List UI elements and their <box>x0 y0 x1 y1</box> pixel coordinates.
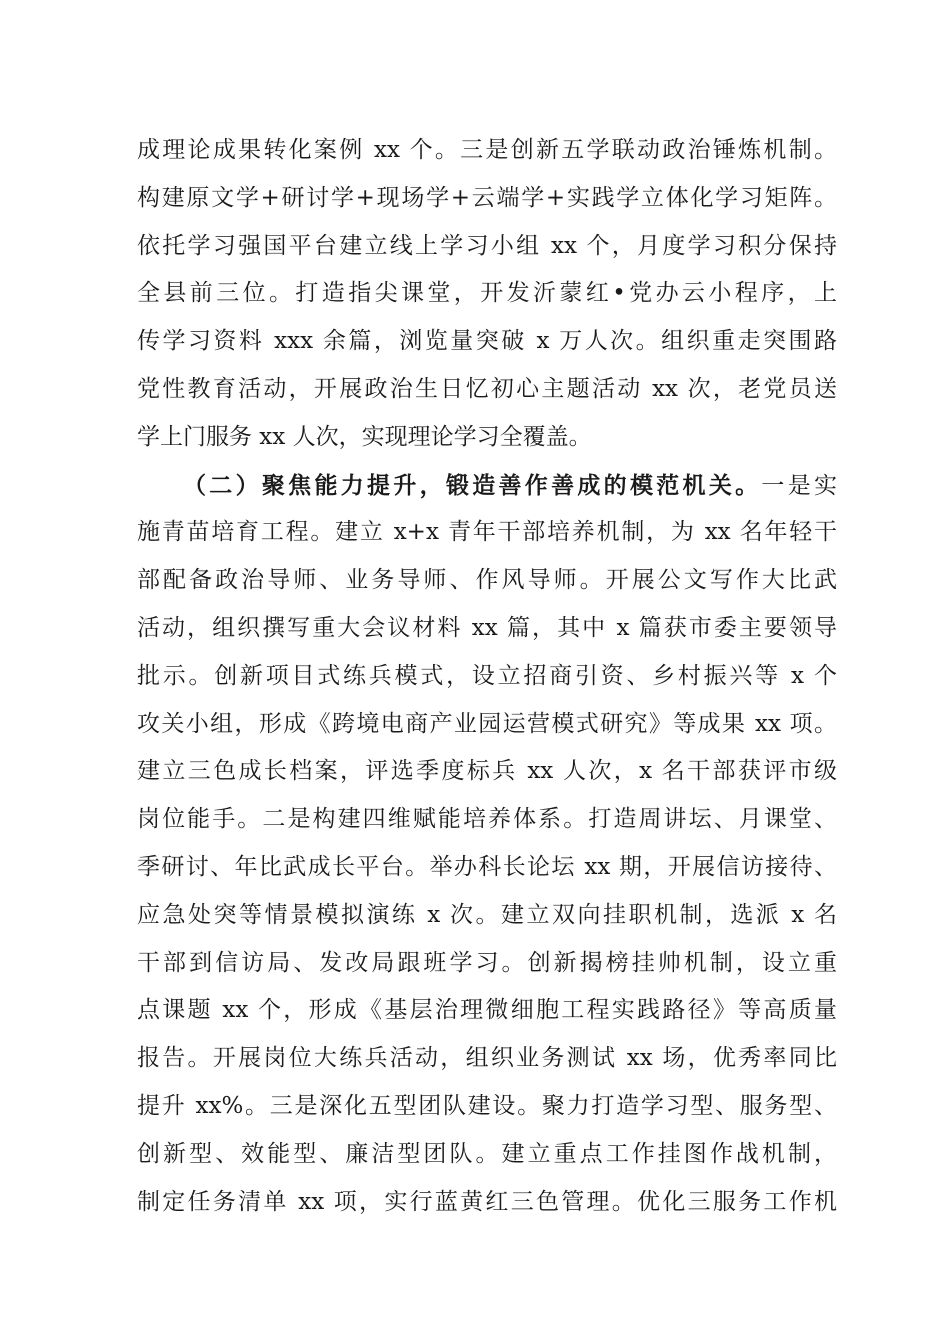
text-line: 依托学习强国平台建立线上学习小组 xx 个，月度学习积分保持 <box>137 232 837 259</box>
text-line: 学上门服务 xx 人次，实现理论学习全覆盖。 <box>137 423 592 450</box>
text-line: 创新型、效能型、廉洁型团队。建立重点工作挂图作战机制， <box>137 1140 837 1167</box>
text-line: 建立三色成长档案，评选季度标兵 xx 人次，x 名干部获评市级 <box>137 758 837 785</box>
text-line: 季研讨、年比武成长平台。举办科长论坛 xx 期，开展信访接待、 <box>137 853 837 880</box>
text-line: 全县前三位。打造指尖课堂，开发沂蒙红•党办云小程序，上 <box>137 280 837 307</box>
text-line: 构建原文学+研讨学+现场学+云端学+实践学立体化学习矩阵。 <box>137 184 837 211</box>
text-line: 施青苗培育工程。建立 x+x 青年干部培养机制，为 xx 名年轻干 <box>137 519 837 546</box>
text-line: 岗位能手。二是构建四维赋能培养体系。打造周讲坛、月课堂、 <box>137 806 837 833</box>
text-line: 成理论成果转化案例 xx 个。三是创新五学联动政治锤炼机制。 <box>137 137 837 163</box>
text-line: 提升 xx%。三是深化五型团队建设。聚力打造学习型、服务型、 <box>137 1092 837 1119</box>
document-body <box>137 127 837 1226</box>
text-line: 党性教育活动，开展政治生日忆初心主题活动 xx 次，老党员送 <box>137 375 837 402</box>
heading-line-rest: 一是实 <box>761 472 838 499</box>
text-line: 批示。创新项目式练兵模式，设立招商引资、乡村振兴等 x 个 <box>137 662 837 689</box>
text-line: 部配备政治导师、业务导师、作风导师。开展公文写作大比武 <box>137 567 837 594</box>
text-line: 活动，组织撰写重大会议材料 xx 篇，其中 x 篇获市委主要领导 <box>137 614 837 641</box>
section-heading-line <box>137 462 837 510</box>
text-line: 应急处突等情景模拟演练 x 次。建立双向挂职机制，选派 x 名 <box>137 901 837 928</box>
text-line: 传学习资料 xxx 余篇，浏览量突破 x 万人次。组织重走突围路 <box>137 328 837 355</box>
section-heading: （二）聚焦能力提升，锻造善作善成的模范机关。 <box>183 471 762 499</box>
text-line: 攻关小组，形成《跨境电商产业园运营模式研究》等成果 xx 项。 <box>137 710 837 737</box>
text-line: 制定任务清单 xx 项，实行蓝黄红三色管理。优化三服务工作机 <box>137 1188 837 1215</box>
text-line: 报告。开展岗位大练兵活动，组织业务测试 xx 场，优秀率同比 <box>137 1045 837 1072</box>
text-line: 干部到信访局、发改局跟班学习。创新揭榜挂帅机制，设立重 <box>137 949 837 976</box>
text-line: 点课题 xx 个，形成《基层治理微细胞工程实践路径》等高质量 <box>137 997 837 1024</box>
